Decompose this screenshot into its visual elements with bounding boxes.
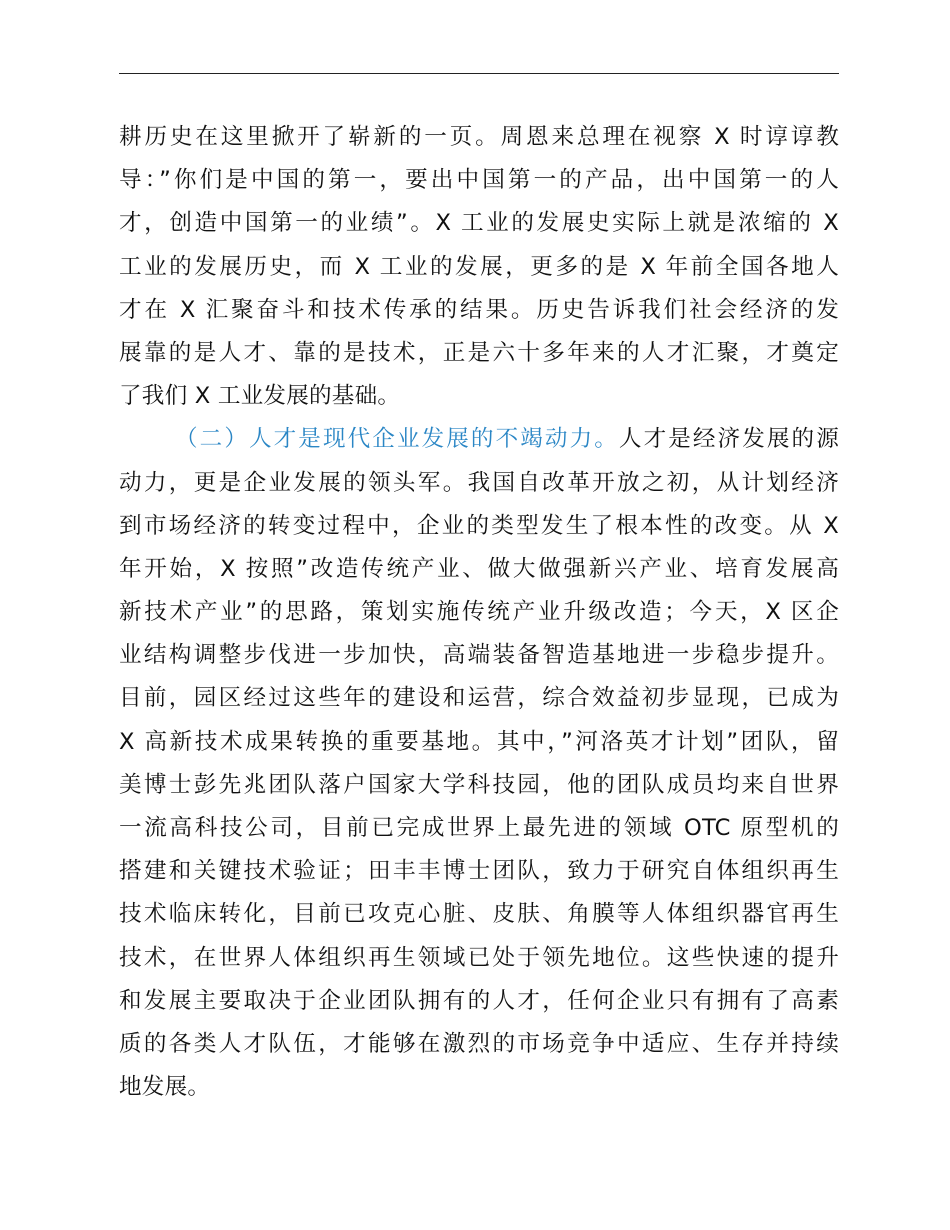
text-line: 才，创造中国第一的业绩”。X 工业的发展史实际上就是浓缩的 X <box>119 210 839 237</box>
text-line: 和发展主要取决于企业团队拥有的人才，任何企业只有拥有了高素 <box>119 987 839 1014</box>
paragraph-1 <box>119 116 839 418</box>
heading-followup-text: 人才是经济发展的源 <box>618 426 839 453</box>
body-text <box>119 116 839 1109</box>
text-line: 动力，更是企业发展的领头军。我国自改革开放之初，从计划经济 <box>119 469 839 496</box>
text-line: 年开始，X 按照”改造传统产业、做大做强新兴产业、培育发展高 <box>119 555 839 582</box>
text-line: 耕历史在这里掀开了崭新的一页。周恩来总理在视察 X 时谆谆教 <box>119 124 839 150</box>
section-heading: （二）人才是现代企业发展的不竭动力。 <box>175 426 619 453</box>
text-line: 美博士彭先兆团队落户国家大学科技园，他的团队成员均来自世界 <box>119 771 839 798</box>
text-line: 到市场经济的转变过程中，企业的类型发生了根本性的改变。从 X <box>119 512 839 539</box>
text-line: 业结构调整步伐进一步加快，高端装备智造基地进一步稳步提升。 <box>119 642 839 669</box>
text-line: 一流高科技公司，目前已完成世界上最先进的领域 OTC 原型机的 <box>119 815 839 841</box>
text-line: 搭建和关键技术验证；田丰丰博士团队，致力于研究自体组织再生 <box>119 858 839 885</box>
text-line: 了我们 X 工业发展的基础。 <box>119 383 401 410</box>
text-line: 工业的发展历史，而 X 工业的发展，更多的是 X 年前全国各地人 <box>119 253 839 280</box>
text-line: 才在 X 汇聚奋斗和技术传承的结果。历史告诉我们社会经济的发 <box>119 296 839 323</box>
text-line: 新技术产业”的思路，策划实施传统产业升级改造；今天，X 区企 <box>119 599 839 626</box>
text-line: 质的各类人才队伍，才能够在激烈的市场竞争中适应、生存并持续 <box>119 1030 839 1057</box>
text-line: X 高新技术成果转换的重要基地。其中，”河洛英才计划”团队，留 <box>119 728 839 755</box>
text-line: 技术临床转化，目前已攻克心脏、皮肤、角膜等人体组织器官再生 <box>119 901 839 928</box>
paragraph-first-line <box>119 418 839 461</box>
text-line: 展靠的是人才、靠的是技术，正是六十多年来的人才汇聚，才奠定 <box>119 339 839 366</box>
header-rule <box>119 73 839 74</box>
text-line: 技术，在世界人体组织再生领域已处于领先地位。这些快速的提升 <box>119 944 839 971</box>
text-line: 目前，园区经过这些年的建设和运营，综合效益初步显现，已成为 <box>119 685 839 712</box>
paragraph-2 <box>119 418 839 1109</box>
text-line: 地发展。 <box>119 1074 211 1101</box>
text-line: 导：”你们是中国的第一，要出中国第一的产品，出中国第一的人 <box>119 167 839 194</box>
